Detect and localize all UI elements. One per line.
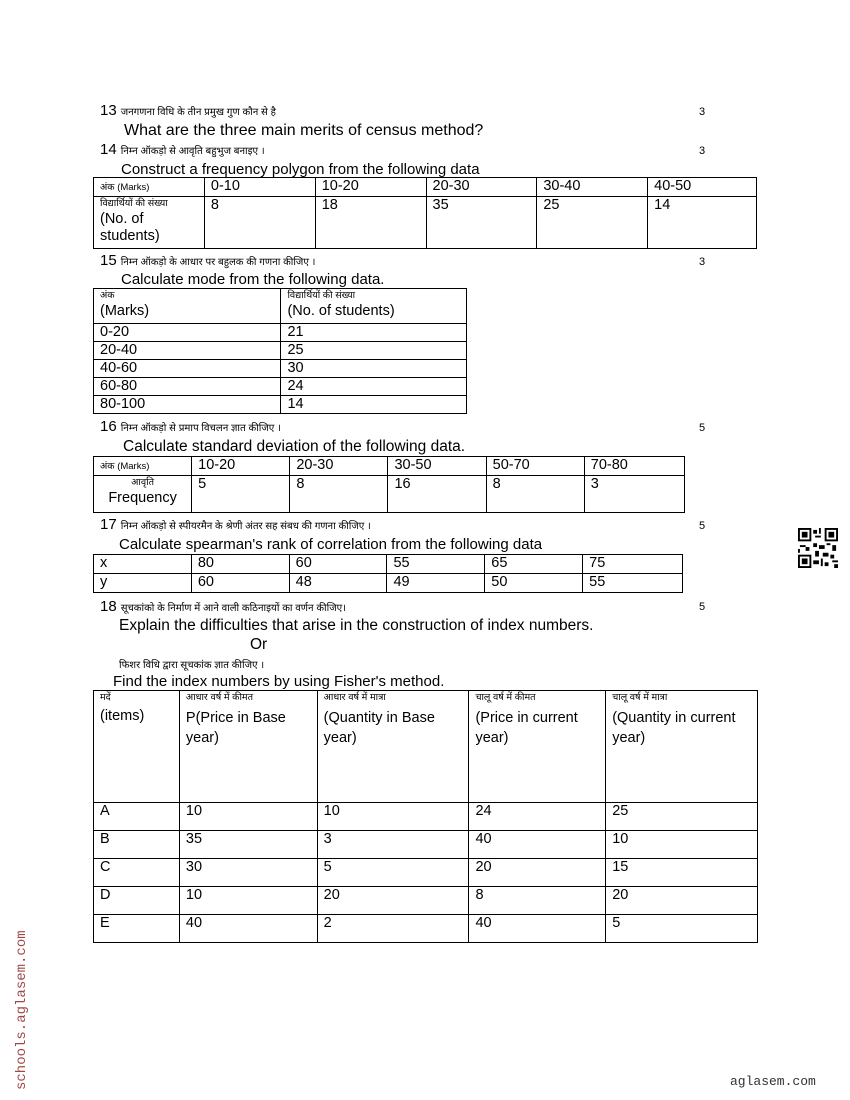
qr-code-icon [798,528,838,568]
table-cell: C [94,859,180,887]
table-cell: 8 [486,476,584,513]
table-cell: 3 [317,831,469,859]
table-cell: B [94,831,180,859]
label-english: (No. of [100,211,144,227]
label-english: (Quantity in current year) [612,710,736,746]
table-cell: 8 [469,887,606,915]
label-english: (No. of students) [287,303,395,319]
label-hindi: आवृति [131,477,155,488]
question-text-hindi: निम्न ऑकड़ो से आवृति बहुभुज बनाइए । [120,146,265,157]
or-label: Or [250,636,268,653]
question-text-hindi: सूचकांको के निर्माण में आने वाली कठिनाइयों का वर्णन कीजिए। [120,603,346,614]
table-header-cell [317,691,469,803]
label-english: (items) [100,708,145,724]
table-cell: 25 [537,197,648,249]
table-row [94,915,758,943]
label-english: (Marks) [100,303,150,319]
question-number: 18 [100,598,117,615]
table-cell: 48 [289,574,387,593]
marks-label: 3 [699,256,706,268]
marks-label: 3 [699,106,706,118]
question-text-hindi: जनगणना विधि के तीन प्रमुख गुण कौन से है [120,107,276,118]
marks-label: 5 [699,601,706,613]
table-cell: 20-40 [94,342,281,360]
table-header-cell: अंक (Marks) [94,457,192,476]
table-cell: 30 [281,360,467,378]
question-15-hindi [100,252,315,270]
table-cell: 10 [606,831,758,859]
label-english: (Quantity in Base year) [323,710,435,746]
question-number: 13 [100,102,117,119]
question-text-hindi: निम्न ऑकड़ो से प्रमाप विचलन ज्ञात कीजिए । [120,423,281,434]
label-hindi: आधार वर्ष में मात्रा [323,692,386,703]
label-hindi: विद्यार्थियों की संख्या [100,198,168,209]
table-header-cell: x [94,555,192,574]
table-header-cell [179,691,317,803]
footer-watermark: aglasem.com [730,1074,816,1089]
table-cell: 20 [317,887,469,915]
table-row [94,859,758,887]
table-cell: 65 [485,555,583,574]
table-cell: 55 [583,574,683,593]
marks-label: 3 [699,145,706,157]
table-header-cell: y [94,574,192,593]
table-cell: 35 [179,831,317,859]
frequency-table-q14 [93,177,757,249]
table-cell: E [94,915,180,943]
table-cell: 49 [387,574,485,593]
label-hindi: चालू वर्ष में कीमत [475,692,536,703]
table-row [94,831,758,859]
table-cell: 80-100 [94,396,281,414]
table-cell: 50 [485,574,583,593]
table-cell: 24 [469,803,606,831]
table-cell: 40 [469,831,606,859]
table-cell: 0-10 [204,178,315,197]
table-cell: 5 [606,915,758,943]
label-hindi: आधार वर्ष में कीमत [185,692,254,703]
question-18-alt-english: Find the index numbers by using Fisher's method. [113,673,445,690]
table-cell: 24 [281,378,467,396]
table-cell: 20 [469,859,606,887]
question-number: 15 [100,252,117,269]
label-english: students) [100,228,160,244]
table-cell: 21 [281,324,467,342]
table-header-cell [94,476,192,513]
table-cell: 10 [317,803,469,831]
question-number: 17 [100,516,117,533]
table-cell: 20-30 [426,178,537,197]
marks-label: 5 [699,520,706,532]
question-text-hindi: निम्न ऑकड़ो के आधार पर बहुलक की गणना कीजिए । [120,257,316,268]
table-cell: 40 [179,915,317,943]
table-cell: 75 [583,555,683,574]
table-cell: 8 [204,197,315,249]
label-hindi: अंक [100,290,115,301]
table-cell: 35 [426,197,537,249]
table-cell: 60-80 [94,378,281,396]
label-hindi: विद्यार्थियों की संख्या [287,290,356,301]
mode-table-q15 [93,288,467,414]
question-18-english: Explain the difficulties that arise in the construction of index numbers. [119,617,594,634]
table-header-cell [94,691,180,803]
question-13-english: What are the three main merits of census method? [124,122,484,139]
table-header-cell [94,197,205,249]
question-16-hindi [100,418,281,436]
table-header-cell [281,289,467,324]
table-header-cell [94,289,281,324]
label-english: Frequency [108,490,177,506]
table-cell: A [94,803,180,831]
frequency-table-q16 [93,456,685,513]
question-14-hindi [100,141,265,159]
table-header-cell [469,691,606,803]
table-cell: 40-50 [648,178,757,197]
table-cell: 10-20 [315,178,426,197]
index-number-table-q18 [93,690,758,943]
table-cell: 50-70 [486,457,584,476]
table-row [94,803,758,831]
question-16-english: Calculate standard deviation of the following data. [123,438,466,455]
table-cell: 14 [281,396,467,414]
table-cell: 3 [584,476,684,513]
marks-label: 5 [699,422,706,434]
question-17-english: Calculate spearman's rank of correlation from the following data [119,536,543,553]
table-cell: 10 [179,803,317,831]
table-cell: 25 [281,342,467,360]
question-number: 14 [100,141,117,158]
table-cell: 10-20 [192,457,290,476]
question-18-hindi [100,598,346,616]
question-17-hindi [100,516,371,534]
table-cell: 30-40 [537,178,648,197]
table-header-cell [606,691,758,803]
side-watermark: schools.aglasem.com [14,930,30,1090]
table-cell: 25 [606,803,758,831]
label-hindi: चालू वर्ष में मात्रा [612,692,668,703]
table-cell: 5 [317,859,469,887]
question-18-alt-hindi: फिशर विधि द्वारा सूचकांक ज्ञात कीजिए । [119,660,265,671]
correlation-table-q17 [93,554,683,593]
table-cell: 10 [179,887,317,915]
table-cell: 2 [317,915,469,943]
table-cell: 60 [289,555,387,574]
table-cell: 20-30 [290,457,388,476]
table-cell: 8 [290,476,388,513]
label-english: P(Price in Base year) [185,710,286,746]
table-cell: 14 [648,197,757,249]
table-cell: D [94,887,180,915]
table-cell: 55 [387,555,485,574]
table-row [94,887,758,915]
table-cell: 70-80 [584,457,684,476]
question-14-english: Construct a frequency polygon from the following data [121,161,480,178]
table-cell: 20 [606,887,758,915]
table-cell: 18 [315,197,426,249]
table-cell: 30 [179,859,317,887]
label-english: (Price in current year) [475,710,578,746]
label-hindi: मदें [100,692,111,703]
table-cell: 60 [191,574,289,593]
question-13-hindi [100,102,276,120]
table-cell: 5 [192,476,290,513]
table-cell: 16 [388,476,486,513]
question-number: 16 [100,418,117,435]
table-cell: 0-20 [94,324,281,342]
question-text-hindi: निम्न ऑकड़ो से स्पीयरमैन के श्रेणी अंतर सह संबध की गणना कीजिए । [120,521,371,532]
table-cell: 40-60 [94,360,281,378]
table-cell: 40 [469,915,606,943]
table-header-cell: अंक (Marks) [94,178,205,197]
table-cell: 80 [191,555,289,574]
table-cell: 30-50 [388,457,486,476]
question-15-english: Calculate mode from the following data. [121,271,385,288]
table-cell: 15 [606,859,758,887]
